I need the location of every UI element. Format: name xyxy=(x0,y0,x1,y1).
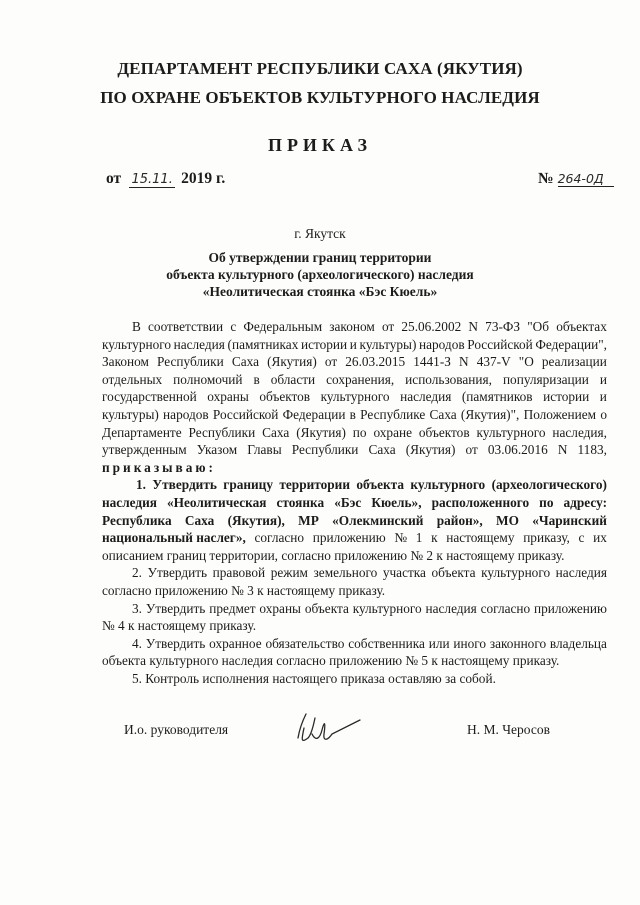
word: (Якутия), xyxy=(227,512,285,528)
word: Саха xyxy=(184,512,215,528)
word: в xyxy=(349,406,356,422)
word: полномочий xyxy=(173,371,243,387)
word: культуры) xyxy=(102,406,159,422)
subject-line-1: Об утверждении границ территории xyxy=(208,250,432,265)
preamble-line xyxy=(102,336,607,354)
word: "О xyxy=(518,354,534,370)
word: стоянка xyxy=(276,494,325,510)
word: Федерации xyxy=(282,406,346,422)
item-1-line-4 xyxy=(102,529,607,547)
word: 1441-З xyxy=(413,354,451,370)
word: государственной xyxy=(102,389,197,405)
word: настоящему xyxy=(446,530,515,546)
preamble-line xyxy=(102,388,607,406)
orders-word: приказываю: xyxy=(102,459,216,475)
order-subject xyxy=(0,249,640,300)
preamble-line xyxy=(102,424,607,442)
word: 4. xyxy=(132,635,142,651)
word: земельного xyxy=(313,565,378,581)
word: народов xyxy=(419,336,465,352)
word: территории xyxy=(279,477,350,493)
item-3-line-2-text: № 4 к настоящему приказу. xyxy=(102,618,257,634)
word: Департаменте xyxy=(102,424,182,440)
word: (Якутия) xyxy=(267,354,317,370)
word: 03.06.2016 xyxy=(487,442,548,458)
preamble-line xyxy=(102,371,607,389)
word: наследия xyxy=(173,336,225,352)
item-2-line-1 xyxy=(102,564,607,582)
order-date xyxy=(106,170,225,188)
word: использования, xyxy=(405,371,492,387)
word: адресу: xyxy=(563,494,607,510)
word: культурного xyxy=(352,600,422,616)
word: правовой xyxy=(212,565,266,581)
word: Законом xyxy=(102,354,149,370)
word: от xyxy=(381,319,395,334)
number-prefix: № xyxy=(538,170,554,187)
word: от xyxy=(324,354,338,370)
word: Положением xyxy=(523,406,597,422)
word: приложению xyxy=(534,600,607,616)
word: охранное xyxy=(209,635,262,651)
city: г. Якутск xyxy=(294,226,346,241)
word: Утвердить xyxy=(147,565,208,581)
item-5-line xyxy=(102,670,607,688)
word: Указом xyxy=(196,442,238,458)
word: культурного xyxy=(320,389,390,405)
signatory-position: И.о. руководителя xyxy=(124,722,229,737)
word: наследия, xyxy=(552,424,607,440)
word: объектов xyxy=(418,424,470,440)
word: соответствии xyxy=(148,319,224,334)
word: МР xyxy=(298,512,319,528)
word: Российской xyxy=(212,406,279,422)
word: N xyxy=(468,319,479,334)
word: в xyxy=(253,371,260,387)
item-4-line-1 xyxy=(102,635,607,653)
word: Российской xyxy=(467,336,533,352)
word: (памятников xyxy=(461,389,533,405)
word: Республики xyxy=(188,424,256,440)
word: их xyxy=(593,530,607,546)
word: 1 xyxy=(415,530,423,546)
word: Утвердить xyxy=(152,477,217,493)
word: культуры) xyxy=(359,336,417,352)
order-body xyxy=(102,318,607,687)
word: иного xyxy=(453,635,487,651)
item-1-line-4-bold: национальный наслег», xyxy=(102,530,246,546)
document-title: ПРИКАЗ xyxy=(267,135,373,155)
word: утвержденным xyxy=(102,442,187,458)
item-5-text: 5. Контроль исполнения настоящего приказа оставляю за собой. xyxy=(132,670,496,686)
word: к xyxy=(431,530,438,546)
word: наследия xyxy=(102,494,157,510)
word: Кюель», xyxy=(371,494,422,510)
word: "Об xyxy=(527,319,550,334)
date-prefix: от xyxy=(106,170,122,187)
word: границу xyxy=(223,477,273,493)
word: 1183, xyxy=(577,442,607,458)
word: участка xyxy=(382,565,426,581)
preamble-line xyxy=(102,353,607,371)
word: наследия xyxy=(555,565,607,581)
word: по xyxy=(539,494,554,510)
word: (археологического) xyxy=(491,477,607,493)
word: Республики xyxy=(291,442,359,458)
word: Саха xyxy=(429,406,457,422)
word: объекта xyxy=(356,477,404,493)
word: N xyxy=(459,354,469,370)
word: от xyxy=(465,442,478,458)
word: N xyxy=(557,442,568,458)
word: Саха xyxy=(262,424,290,440)
word: культурного xyxy=(476,424,546,440)
word: Утвердить xyxy=(145,635,206,651)
word: реализации xyxy=(541,354,607,370)
word: объекта xyxy=(431,565,476,581)
word: 26.03.2015 xyxy=(345,354,406,370)
word: охраны xyxy=(259,600,301,616)
word: район», xyxy=(436,512,483,528)
item-4-line-2 xyxy=(102,652,607,670)
preamble-line xyxy=(102,406,607,424)
word: 3. xyxy=(132,600,142,616)
word: № xyxy=(394,530,408,546)
handwritten-number: 264-0Д xyxy=(558,171,614,187)
preamble-paragraph xyxy=(102,318,607,459)
word: культурного xyxy=(481,565,551,581)
handwritten-signature xyxy=(290,708,370,752)
word: Республики xyxy=(157,354,224,370)
word: 437-V xyxy=(476,354,511,370)
word: охране xyxy=(373,424,412,440)
word: приложению xyxy=(312,530,386,546)
word: и xyxy=(349,336,357,352)
word: 73-ФЗ xyxy=(485,319,521,334)
word: «Чаринский xyxy=(532,512,607,528)
word: Утвердить xyxy=(145,600,206,616)
subject-line-2: объекта культурного (археологического) наследия xyxy=(166,267,474,282)
item-3-line-1 xyxy=(102,600,607,618)
word: расположенного xyxy=(431,494,530,510)
word: Саха xyxy=(368,442,396,458)
word: культурного xyxy=(102,336,171,352)
word: (Якутия) xyxy=(405,442,456,458)
word: сохранения, xyxy=(326,371,395,387)
word: наследия xyxy=(400,389,452,405)
word: и xyxy=(599,371,607,387)
preamble-line xyxy=(102,441,607,459)
word: с xyxy=(230,319,237,334)
word: собственника xyxy=(348,635,425,651)
signature-block xyxy=(0,722,640,762)
word: народов xyxy=(163,406,209,422)
item-3-line-2 xyxy=(102,617,607,635)
word: с xyxy=(578,530,585,546)
word: В xyxy=(132,319,141,334)
item-2-line-2 xyxy=(102,582,607,600)
word: владельца xyxy=(549,635,607,651)
word: (памятниках xyxy=(227,336,299,352)
word: предмет xyxy=(209,600,256,616)
signatory-name: Н. М. Черосов xyxy=(467,722,550,737)
word: режим xyxy=(270,565,308,581)
word: обязательство xyxy=(265,635,345,651)
item-2-line-2-text: согласно приложению № 3 к настоящему приказу. xyxy=(102,582,386,598)
word: Федерации", xyxy=(535,336,607,352)
word: Федеральным xyxy=(243,319,323,334)
word: «Неолитическая xyxy=(167,494,267,510)
word: 2. xyxy=(132,565,142,581)
word: «Бэс xyxy=(334,494,362,510)
preamble-line xyxy=(102,318,607,336)
word: «Олекминский xyxy=(332,512,424,528)
word: культурного xyxy=(410,477,486,493)
word: согласно xyxy=(254,530,305,546)
order-number xyxy=(538,170,614,188)
word: (Якутия)", xyxy=(460,406,520,422)
word: законом xyxy=(329,319,375,334)
word: и xyxy=(599,389,607,405)
item-1-line-2 xyxy=(102,494,607,512)
word: Главы xyxy=(247,442,282,458)
word: Республике xyxy=(360,406,426,422)
word: законного xyxy=(489,635,547,651)
word: истории xyxy=(300,336,348,352)
word: объектов xyxy=(259,389,311,405)
item-4-line-2-text: объекта культурного наследия согласно приложению № 5 к настоящему приказу. xyxy=(102,653,560,669)
word: Саха xyxy=(231,354,259,370)
word: о xyxy=(600,406,607,422)
word: объекта xyxy=(304,600,349,616)
department-name-line-2: ПО ОХРАНЕ ОБЪЕКТОВ КУЛЬТУРНОГО НАСЛЕДИЯ xyxy=(100,88,540,107)
word: (Якутия) xyxy=(296,424,346,440)
word: охраны xyxy=(207,389,249,405)
word: популяризации xyxy=(502,371,589,387)
word: области xyxy=(270,371,316,387)
word: приказу, xyxy=(523,530,570,546)
department-name-line-1: ДЕПАРТАМЕНТ РЕСПУБЛИКИ САХА (ЯКУТИЯ) xyxy=(117,59,523,78)
word: объектах xyxy=(556,319,607,334)
handwritten-date: 15.11. xyxy=(129,172,175,188)
date-year: 2019 г. xyxy=(181,170,226,187)
item-1-line-1 xyxy=(102,476,607,494)
word: согласно xyxy=(480,600,531,616)
word: наследия xyxy=(425,600,477,616)
word: отдельных xyxy=(102,371,163,387)
item-1-line-5 xyxy=(102,547,607,565)
item-1-line-5-text: описанием границ территории, согласно приложению № 2 к настоящему приказу. xyxy=(102,547,565,563)
word: МО xyxy=(496,512,519,528)
word: 1. xyxy=(136,477,146,493)
word: или xyxy=(428,635,450,651)
subject-line-3: «Неолитическая стоянка «Бэс Кюель» xyxy=(202,284,438,299)
word: Республика xyxy=(102,512,172,528)
item-1-line-3 xyxy=(102,512,607,530)
word: по xyxy=(352,424,367,440)
word: истории xyxy=(543,389,590,405)
orders-line xyxy=(102,459,607,477)
word: 25.06.2002 xyxy=(401,319,462,334)
